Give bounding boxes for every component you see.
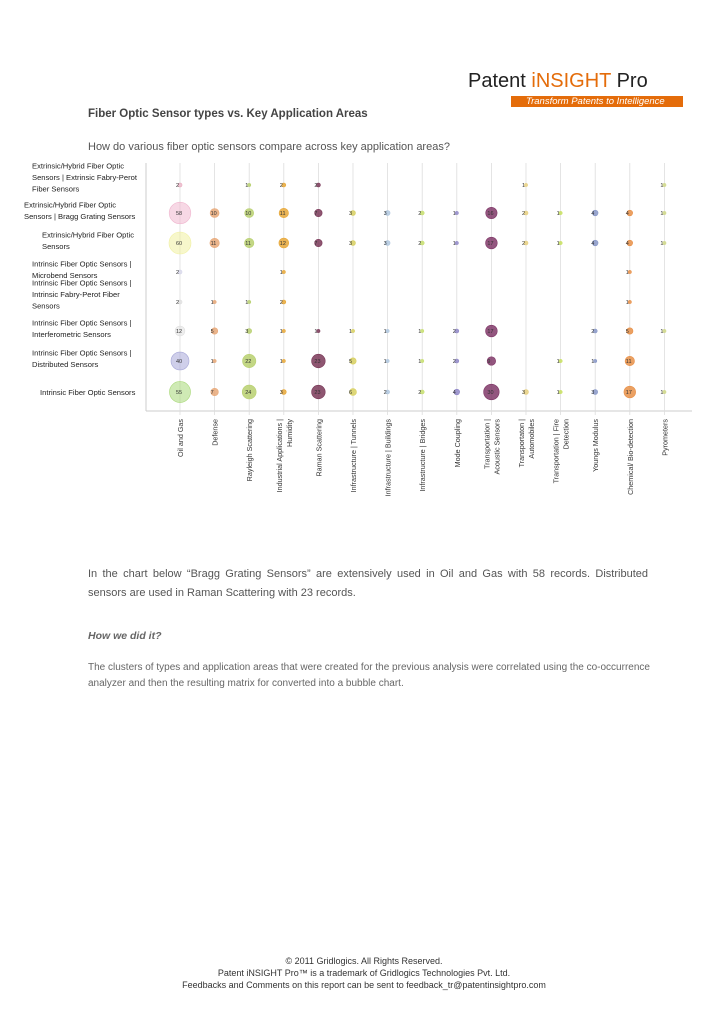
bubble-value: 7	[210, 390, 214, 397]
bubble-value: 2	[418, 390, 422, 397]
bubble-value: 1	[279, 270, 283, 277]
bubble-value: 10	[210, 211, 217, 218]
row-label: Sensors	[32, 301, 60, 311]
bubble-value: 1	[556, 241, 560, 248]
column-label: Automobiles	[527, 419, 536, 459]
bubble-value: 6	[349, 390, 353, 397]
column-label: Acoustic Sensors	[492, 419, 502, 475]
summary-paragraph: In the chart below “Bragg Grating Sensors” are extensively used in Oil and Gas with 58 records. Distributed sensors are used in Raman Scattering with 23 records.	[88, 568, 648, 599]
bubble-value: 2	[452, 329, 456, 336]
bubble-value: 1	[660, 183, 664, 190]
bubble-value: 3	[383, 241, 387, 248]
bubble-value: 2	[176, 270, 180, 277]
footer-contact: Feedbacks and Comments on this report can be sent to feedback_tr@patentinsightpro.com	[182, 980, 546, 990]
bubble-value: 23	[314, 390, 321, 397]
bubble-value: 60	[176, 241, 183, 248]
footer-trademark: Patent iNSIGHT Pro™ is a trademark of Gridlogics Technologies Pvt. Ltd.	[217, 968, 511, 978]
column-label: Chemical/ Bio-detection	[625, 419, 635, 495]
bubble-value: 24	[245, 390, 252, 397]
bubble-value: 2	[383, 390, 387, 397]
method-heading: How we did it?	[88, 630, 162, 642]
row-label: Intrinsic Fabry-Perot Fiber	[32, 290, 120, 299]
row-label: Intrinsic Fiber Optic Sensors |	[32, 278, 132, 288]
bubble-value: 11	[210, 241, 217, 248]
column-label: Detection	[561, 419, 571, 450]
bubble-value: 2	[176, 300, 180, 307]
bubble-value: 3	[349, 241, 353, 248]
bubble-value: 3	[245, 329, 249, 336]
bubble-value: 17	[487, 241, 494, 248]
bubble-value: 3	[522, 390, 526, 397]
bubble-value: 4	[452, 390, 456, 397]
bubble-value: 1	[245, 300, 249, 307]
bubble-value: 1	[418, 359, 422, 366]
bubble-value: 17	[487, 329, 494, 336]
bubble-value: 1	[660, 241, 664, 248]
row-label: Extrinsic/Hybrid Fiber Optic	[42, 230, 134, 240]
row-label: Microbend Sensors	[32, 270, 98, 280]
bubble-value: 2	[418, 211, 422, 218]
column-label: Mode Coupling	[452, 419, 462, 468]
column-label: Rayleigh Scattering	[245, 419, 255, 482]
bubble-value: 55	[176, 390, 183, 397]
bubble-value: 40	[176, 359, 183, 366]
bubble-value: 30	[487, 390, 494, 397]
bubble-value: 2	[314, 183, 318, 190]
column-label: Infrastructure | Buildings	[383, 419, 393, 497]
bubble-value: 1	[245, 183, 249, 190]
bubble-value: 1	[210, 359, 214, 366]
column-label: Infrastructure | Tunnels	[349, 419, 358, 493]
bubble-value: 7	[314, 241, 318, 248]
row-label: Intrinsic Fiber Optic Sensors |	[32, 348, 132, 358]
bubble-value: 1	[556, 211, 560, 218]
bubble-value: 5	[210, 329, 214, 336]
column-label: Pyrometers	[660, 419, 670, 456]
bubble-value: 3	[349, 211, 353, 218]
footer	[0, 955, 728, 991]
brand-logo	[468, 70, 683, 107]
bubble-value: 17	[625, 390, 632, 397]
row-label: Intrinsic Fiber Optic Sensors |	[32, 318, 132, 328]
bubble-value: 3	[591, 390, 595, 397]
bubble-value: 1	[279, 329, 283, 336]
column-label: Defense	[210, 419, 220, 446]
bubble-value: 1	[522, 183, 526, 190]
bubble-value: 12	[279, 241, 286, 248]
brand-tagline: Transform Patents to Intelligence	[526, 96, 665, 107]
bubble-value: 58	[176, 211, 183, 218]
bubble-value: 1	[591, 359, 595, 366]
column-label: Transportation |	[482, 419, 492, 469]
bubble-value: 4	[591, 241, 595, 248]
bubble-value: 1	[660, 390, 664, 397]
bubble-value: 2	[591, 329, 595, 336]
bubble-value: 1	[349, 329, 353, 336]
row-label: Intrinsic Fiber Optic Sensors	[40, 388, 136, 397]
column-label: Industrial Applications |	[274, 419, 284, 493]
row-label: Sensors | Bragg Grating Sensors	[24, 211, 136, 221]
bubble-value: 11	[279, 211, 286, 218]
bubble-value: 7	[314, 211, 318, 218]
column-label: Infrastructure | Bridges	[418, 419, 428, 492]
column-label: Transportaton |	[517, 419, 526, 468]
bubble-value: 11	[625, 359, 632, 366]
bubble-value: 1	[383, 329, 387, 336]
bubble-value: 2	[279, 300, 283, 307]
bubble-value: 9	[487, 359, 491, 366]
bubble-value: 1	[625, 270, 629, 277]
bubble-value: 16	[487, 211, 494, 218]
footer-copyright: © 2011 Gridlogics. All Rights Reserved.	[285, 956, 443, 966]
bubble-value: 5	[625, 329, 629, 336]
row-label: Distributed Sensors	[32, 359, 99, 369]
bubble-value: 4	[625, 241, 629, 248]
bubble-value: 2	[176, 183, 180, 190]
bubble-chart	[22, 163, 702, 523]
bubble-value: 2	[522, 211, 526, 218]
bubble-value: 1	[556, 390, 560, 397]
bubble-value: 11	[245, 241, 251, 248]
bubble-value: 22	[245, 359, 252, 366]
bubble-value: 2	[279, 183, 283, 190]
row-label: Extrinsic/Hybrid Fiber Optic	[32, 163, 124, 171]
row-label: Sensors	[42, 241, 70, 251]
bubble-value: 3	[279, 390, 283, 397]
page-subtitle: How do various fiber optic sensors compare across key application areas?	[88, 141, 450, 153]
bubble-value: 4	[625, 211, 629, 218]
row-label: Interferometric Sensors	[32, 329, 111, 339]
bubble-value: 5	[349, 359, 353, 366]
column-label: Oil and Gas	[176, 419, 185, 457]
bubble-value: 2	[522, 241, 526, 248]
bubble-value: 1	[452, 241, 456, 248]
column-label: Raman Scattering	[314, 419, 324, 477]
page-title: Fiber Optic Sensor types vs. Key Application Areas	[88, 108, 368, 120]
bubble-value: 1	[660, 211, 664, 218]
bubble-value: 23	[314, 359, 321, 366]
bubble-value: 1	[452, 211, 456, 218]
bubble-value: 2	[452, 359, 456, 366]
bubble-value: 1	[383, 359, 387, 366]
bubble-value: 1	[660, 329, 664, 336]
column-label: Transportation | Fire	[551, 419, 561, 484]
bubble-value: 1	[314, 329, 318, 336]
column-label: Youngs Modulus	[591, 419, 601, 472]
row-label: Sensors | Extrinsic Fabry-Perot	[32, 173, 137, 182]
bubble-value: 1	[210, 300, 214, 307]
brand-name: Patent iNSIGHT Pro	[468, 70, 648, 92]
bubble-value: 4	[591, 211, 595, 218]
column-label: Humidity	[284, 419, 294, 447]
bubble-value: 3	[383, 211, 387, 218]
row-label: Intrinsic Fiber Optic Sensors |	[32, 259, 132, 269]
bubble-value: 12	[176, 329, 183, 336]
bubble-value: 10	[245, 211, 252, 218]
row-label: Fiber Sensors	[32, 184, 80, 194]
bubble-value: 1	[279, 359, 283, 366]
bubble-value: 1	[418, 329, 422, 336]
bubble-value: 1	[625, 300, 629, 307]
method-paragraph: The clusters of types and application areas that were created for the previous analysis were correlated using the co-occurrence analyzer and then the resulting matrix for converted into a bubble chart.	[88, 662, 650, 689]
bubble-value: 2	[418, 241, 422, 248]
row-label: Extrinsic/Hybrid Fiber Optic	[24, 200, 116, 210]
bubble-value: 1	[556, 359, 560, 366]
